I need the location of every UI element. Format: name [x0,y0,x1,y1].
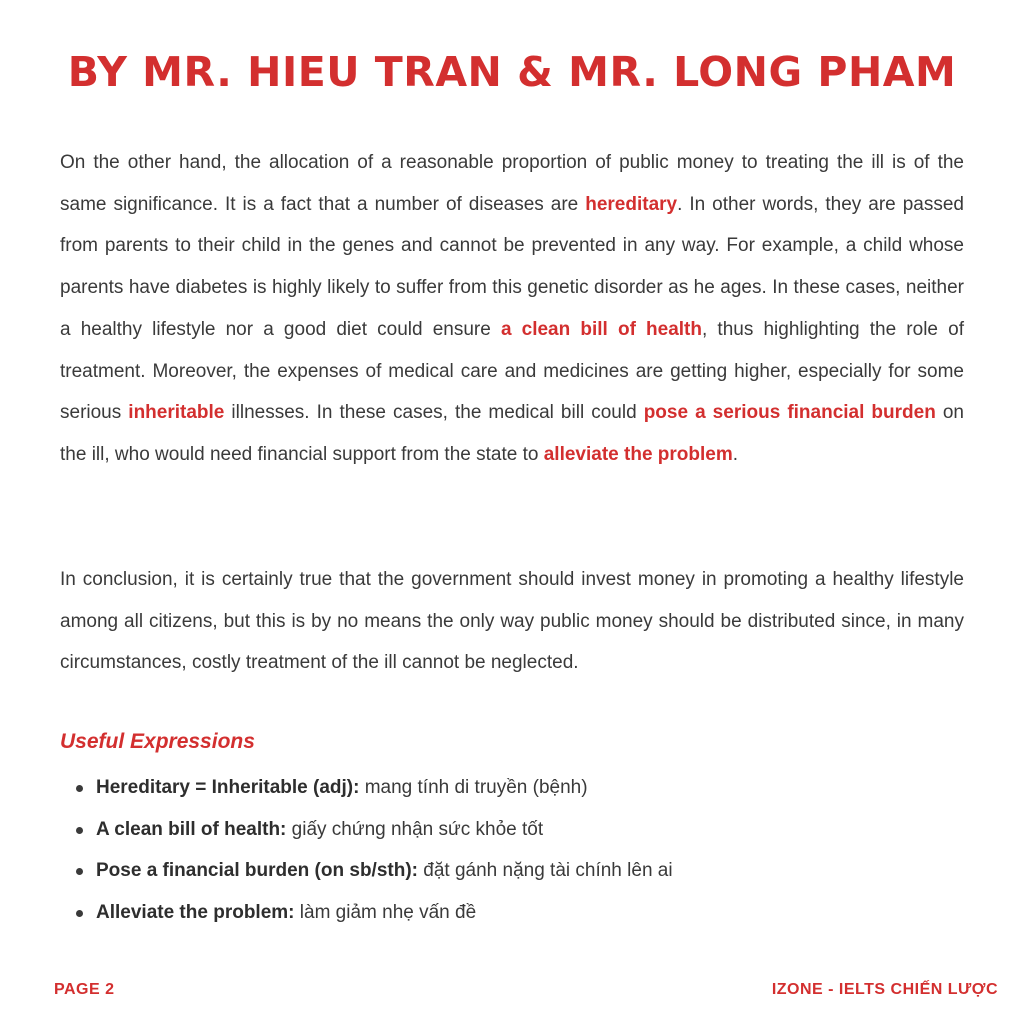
highlight-hereditary: hereditary [585,193,678,215]
expression-meaning: mang tính di truyền (bệnh) [359,777,588,798]
list-item [60,850,960,892]
list-item [60,809,960,851]
expression-term: Pose a financial burden (on sb/sth): [96,860,418,882]
expression-term: Alleviate the problem: [96,902,295,924]
bullet-icon [76,827,83,834]
footer-brand: IZONE - IELTS CHIẾN LƯỢC [771,981,998,998]
bullet-icon [76,785,83,792]
bullet-icon [76,910,83,917]
highlight-financial-burden: pose a serious financial burden [643,402,936,424]
paragraph-text: on the ill, who would need financial support from the state to [60,402,965,465]
paragraph-text: , thus highlighting the role of treatment. Moreover, the expenses of medical care and medicines are getting higher, especially for some serious [60,318,964,424]
list-item [60,767,960,809]
paragraph-text: On the other hand, the allocation of a reasonable proportion of public money to treating the ill is of the same significance. It is a fact that a number of diseases are [60,152,964,215]
expression-term: Hereditary = Inheritable (adj): [96,777,360,798]
body-paragraph-conclusion: In conclusion, it is certainly true that the government should invest money in promoting a healthy lifestyle among all citizens, but this is by no means the only way public money should be distributed since, in many circumstances, costly treatment of the ill cannot be neglected. [60,569,964,674]
expression-meaning: đặt gánh nặng tài chính lên ai [417,860,673,882]
list-item [60,892,960,934]
paragraph-text: illnesses. In these cases, the medical bill could [224,402,644,424]
useful-expressions-heading: Useful Expressions [60,730,255,753]
page-title: BY MR. HIEU TRAN & MR. LONG PHAM [67,48,957,96]
useful-expressions-list [60,767,960,934]
highlight-clean-bill-of-health: a clean bill of health [500,318,702,340]
expression-term: A clean bill of health: [96,818,287,840]
page-number: PAGE 2 [54,981,115,998]
highlight-alleviate-problem: alleviate the problem [543,443,733,465]
expression-meaning: giấy chứng nhận sức khỏe tốt [286,818,544,840]
expression-meaning: làm giảm nhẹ vấn đề [294,902,477,924]
paragraph-text: . In other words, they are passed from parents to their child in the genes and cannot be prevented in any way. For example, a child whose parents have diabetes is highly likely to suffer from this genetic disorder as he ages. In these cases, neither a healthy lifestyle nor a good diet could ensure [60,193,964,340]
highlight-inheritable: inheritable [128,402,225,424]
paragraph-text: . [732,443,739,465]
bullet-icon [76,868,83,875]
body-paragraph-treatment [60,142,964,476]
